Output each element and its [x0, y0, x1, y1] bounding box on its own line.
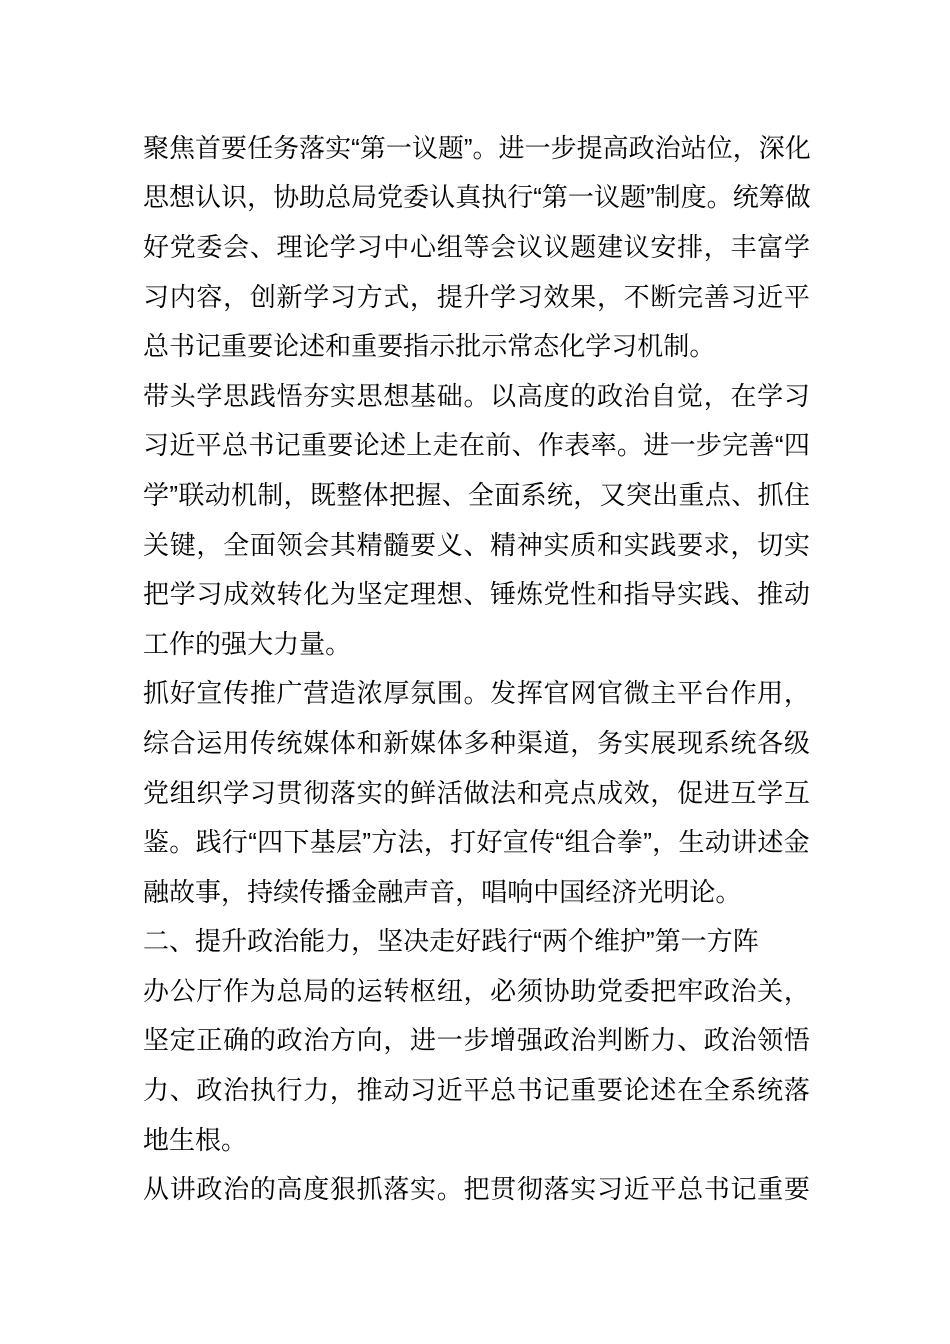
text-line: 工 作 的 强 大 力 量 。	[143, 628, 352, 659]
text-line: 力 、 政 治 执 行 力 ， 推 动 习 近 平 总 书 记 重 要 论 述 在 全 系 统 落	[143, 1075, 810, 1106]
text-line: 鉴 。 践 行 “ 四 下 基 层 ” 方 法 ， 打 好 宣 传 “ 组 合 拳 ” ， 生 动 讲 述 金	[143, 827, 810, 858]
text-line: 好 党 委 会 、 理 论 学 习 中 心 组 等 会 议 议 题 建 议 安 排 ， 丰 富 学	[143, 231, 810, 262]
text-line: 把 学 习 成 效 转 化 为 坚 定 理 想 、 锤 炼 党 性 和 指 导 实 践 、 推 动	[143, 579, 810, 610]
document-text-block	[143, 123, 810, 1214]
text-line: 融 故 事 ， 持 续 传 播 金 融 声 音 ， 唱 响 中 国 经 济 光 明 论 。	[143, 876, 742, 907]
text-line: 综 合 运 用 传 统 媒 体 和 新 媒 体 多 种 渠 道 ， 务 实 展 现 系 统 各 级	[143, 727, 810, 758]
text-line: 坚 定 正 确 的 政 治 方 向 ， 进 一 步 增 强 政 治 判 断 力 、 政 治 领 悟	[143, 1025, 810, 1056]
text-line: 从 讲 政 治 的 高 度 狠 抓 落 实 。 把 贯 彻 落 实 习 近 平 总 书 记 重 要	[143, 1174, 810, 1205]
text-line: 关 键 ， 全 面 领 会 其 精 髓 要 义 、 精 神 实 质 和 实 践 要 求 ， 切 实	[143, 529, 810, 560]
heading-line: 二 、 提 升 政 治 能 力 ， 坚 决 走 好 践 行 “ 两 个 维 护 ” 第 一 方 阵	[143, 926, 759, 957]
text-line: 习 近 平 总 书 记 重 要 论 述 上 走 在 前 、 作 表 率 。 进 一 步 完 善 “ 四	[143, 430, 810, 461]
text-line: 思 想 认 识 ， 协 助 总 局 党 委 认 真 执 行 “ 第 一 议 题 ” 制 度 。 统 筹 做	[143, 182, 811, 213]
text-line: 习 内 容 ， 创 新 学 习 方 式 ， 提 升 学 习 效 果 ， 不 断 完 善 习 近 平	[143, 281, 810, 312]
text-line: 聚 焦 首 要 任 务 落 实 “ 第 一 议 题 ” 。 进 一 步 提 高 政 治 站 位 ， 深 化	[143, 132, 811, 163]
text-line: 总 书 记 重 要 论 述 和 重 要 指 示 批 示 常 态 化 学 习 机 制 。	[143, 331, 716, 362]
text-line: 抓 好 宣 传 推 广 营 造 浓 厚 氛 围 。 发 挥 官 网 官 微 主 平 台 作 用 ，	[143, 678, 810, 709]
text-line: 地 生 根 。	[143, 1124, 248, 1155]
text-line: 学 ” 联 动 机 制 ， 既 整 体 把 握 、 全 面 系 统 ， 又 突 出 重 点 、 抓 住	[143, 479, 810, 510]
text-line: 办 公 厅 作 为 总 局 的 运 转 枢 纽 ， 必 须 协 助 党 委 把 牢 政 治 关 ，	[143, 975, 810, 1006]
text-line: 带 头 学 思 践 悟 夯 实 思 想 基 础 。 以 高 度 的 政 治 自 觉 ， 在 学 习	[143, 380, 810, 411]
text-line: 党 组 织 学 习 贯 彻 落 实 的 鲜 活 做 法 和 亮 点 成 效 ， 促 进 互 学 互	[143, 777, 810, 808]
